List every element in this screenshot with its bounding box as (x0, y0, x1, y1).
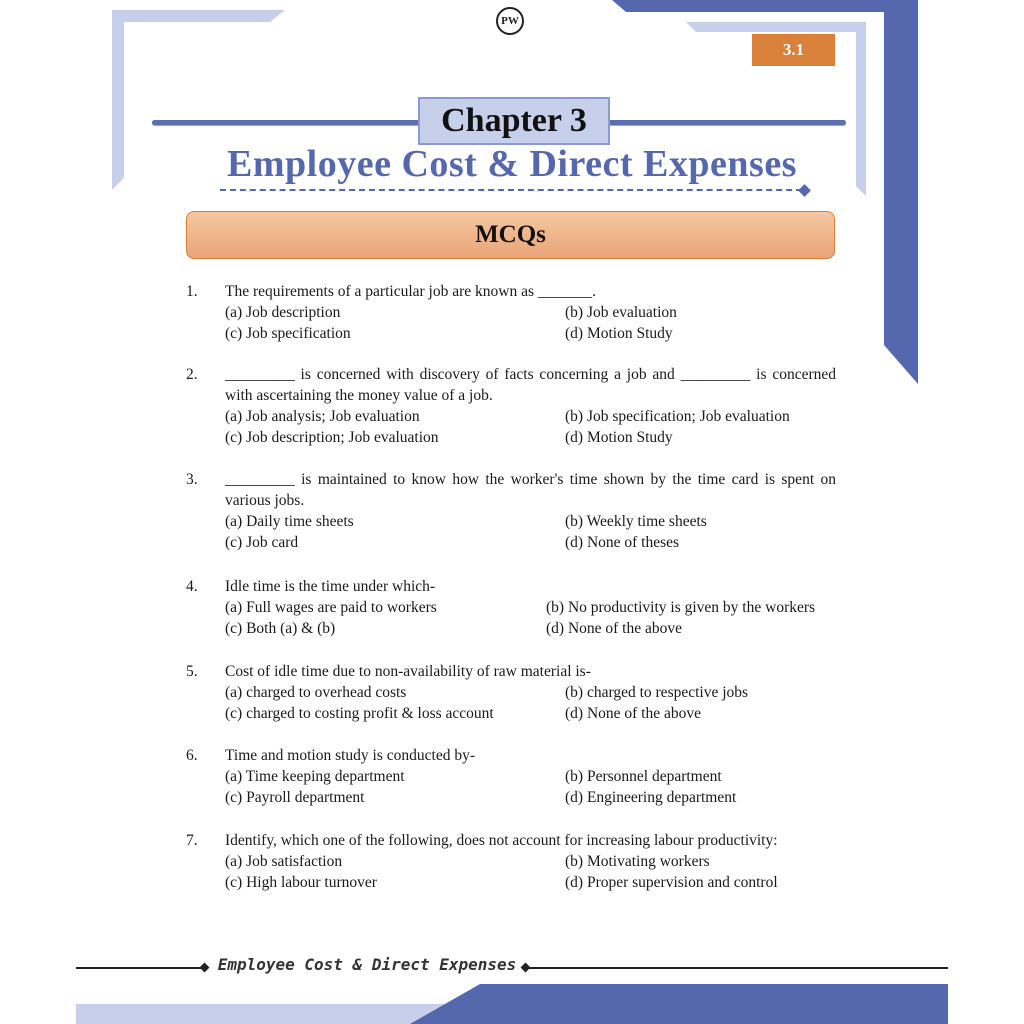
question-number: 7. (186, 832, 198, 849)
option-c: (c) Job specification (225, 325, 351, 342)
option-b: (b) charged to respective jobs (565, 684, 749, 701)
question-4 (186, 576, 836, 639)
option-a: (a) Job analysis; Job evaluation (225, 408, 420, 425)
question-6 (186, 745, 836, 808)
question-number: 4. (186, 578, 198, 595)
publisher-logo: PW (496, 7, 524, 35)
option-a: (a) Job satisfaction (225, 853, 343, 870)
option-b: (b) Job evaluation (565, 304, 677, 321)
question-2 (186, 364, 836, 448)
option-d: (d) None of the above (546, 620, 683, 637)
option-a: (a) charged to overhead costs (225, 684, 407, 701)
option-b: (b) Job specification; Job evaluation (565, 408, 790, 425)
option-c: (c) Job description; Job evaluation (225, 429, 439, 446)
option-c: (c) High labour turnover (225, 874, 377, 891)
option-b: (b) No productivity is given by the workers (546, 599, 816, 616)
option-c: (c) charged to costing profit & loss account (225, 705, 494, 722)
footer-rule-left (76, 967, 206, 969)
footer-title: Employee Cost & Direct Expenses (217, 955, 517, 974)
title-underline (220, 189, 802, 191)
option-c: (c) Job card (225, 534, 299, 551)
option-a: (a) Daily time sheets (225, 513, 354, 530)
question-number: 5. (186, 663, 198, 680)
option-b: (b) Weekly time sheets (565, 513, 707, 530)
question-1 (186, 281, 836, 344)
option-c: (c) Payroll department (225, 789, 365, 806)
option-a: (a) Full wages are paid to workers (225, 599, 437, 616)
question-stem: Identify, which one of the following, does not account for increasing labour productivity: (225, 832, 778, 849)
question-stem: Idle time is the time under which- (225, 578, 436, 595)
option-c: (c) Both (a) & (b) (225, 620, 336, 637)
question-stem: _________ is maintained to know how the worker's time shown by the time card is spent on various jobs. (225, 471, 836, 509)
option-b: (b) Motivating workers (565, 853, 710, 870)
option-a: (a) Time keeping department (225, 768, 405, 785)
option-b: (b) Personnel department (565, 768, 722, 785)
option-d: (d) Motion Study (565, 325, 673, 342)
question-7 (186, 830, 836, 893)
question-stem: Time and motion study is conducted by- (225, 747, 475, 764)
question-stem: Cost of idle time due to non-availability of raw material is- (225, 663, 591, 680)
question-number: 1. (186, 283, 198, 300)
page-number-badge: 3.1 (752, 34, 835, 66)
question-3 (186, 469, 836, 553)
page-title: Employee Cost & Direct Expenses (227, 143, 797, 185)
chapter-label: Chapter 3 (418, 97, 610, 145)
question-5 (186, 661, 836, 724)
footer-rule-right (528, 967, 948, 969)
question-stem: The requirements of a particular job are known as _______. (225, 283, 597, 300)
option-a: (a) Job description (225, 304, 341, 321)
question-number: 6. (186, 747, 198, 764)
option-d: (d) None of the above (565, 705, 702, 722)
option-d: (d) Engineering department (565, 789, 737, 806)
question-number: 3. (186, 471, 198, 488)
question-stem: _________ is concerned with discovery of facts concerning a job and _________ is concerned with ascertaining the money value of a job. (225, 366, 836, 404)
option-d: (d) Motion Study (565, 429, 673, 446)
section-heading: MCQs (186, 211, 835, 259)
option-d: (d) None of theses (565, 534, 680, 551)
question-number: 2. (186, 366, 198, 383)
option-d: (d) Proper supervision and control (565, 874, 778, 891)
